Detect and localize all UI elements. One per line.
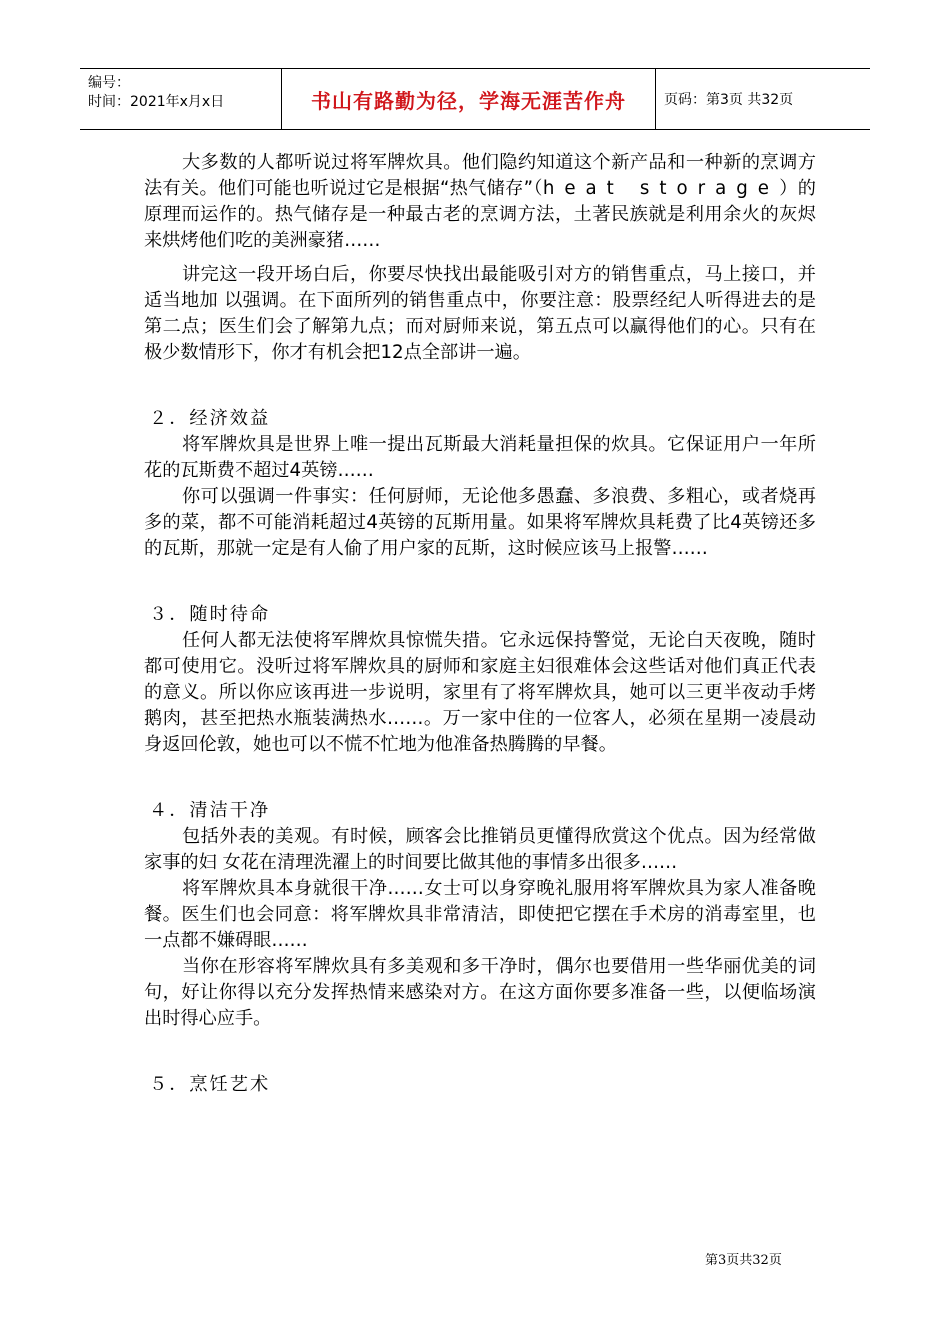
paragraph-economy-2: 你可以强调一件事实：任何厨师，无论他多愚蠢、多浪费、多粗心，或者烧再多的菜，都不可能消耗超过4英镑的瓦斯用量。如果将军牌炊具耗费了比4英镑还多的瓦斯，那就一定是有人偷了用户家的瓦斯，这时候应该马上报警…… <box>144 486 816 559</box>
intro-text-b: ）的原理而运作的。热气储存是一种最古老的烹调方法，土著民族就是利用余火的灰烬来烘烤他们吃的美洲豪猪…… <box>144 178 816 251</box>
doc-number-label: 编号： <box>88 75 130 91</box>
header-motto: 书山有路勤为径，学海无涯苦作舟 <box>282 69 656 129</box>
page-footer: 第3页共32页 <box>705 1253 782 1268</box>
paragraph-intro <box>144 150 816 254</box>
date-label: 时间：2021年x月x日 <box>88 94 225 110</box>
page-header <box>80 68 870 130</box>
section-heading-5: ５．烹饪艺术 <box>149 1074 271 1095</box>
paragraph-standby: 任何人都无法使将军牌炊具惊慌失措。它永远保持警觉，无论白天夜晚，随时都可使用它。没听过将军牌炊具的厨师和家庭主妇很难体会这些话对他们真正代表的意义。所以你应该再进一步说明，家里有了将军牌炊具，她可以三更半夜动手烤鹅肉，甚至把热水瓶装满热水……。万一家中住的一位客人，必须在星期一凌晨动身返回伦敦，她也可以不慌不忙地为他准备热腾腾的早餐。 <box>144 630 816 755</box>
document-body <box>144 150 816 1098</box>
header-meta <box>80 69 282 129</box>
section-heading-3: ３．随时待命 <box>149 604 271 625</box>
section-heading-4: ４．清洁干净 <box>149 800 271 821</box>
intro-text-a: 大多数的人都听说过将军牌炊具。他们隐约知道这个新产品和一种新的烹调方法有关。他们可能也听说过它是根据“热气储存”（ <box>144 152 816 199</box>
paragraph-clean-2: 将军牌炊具本身就很干净……女士可以身穿晚礼服用将军牌炊具为家人准备晚餐。医生们也会同意：将军牌炊具非常清洁，即使把它摆在手术房的消毒室里，也一点都不嫌碍眼…… <box>144 878 816 951</box>
paragraph-clean-1: 包括外表的美观。有时候，顾客会比推销员更懂得欣赏这个优点。因为经常做家事的妇 女花在清理洗濯上的时间要比做其他的事情多出很多…… <box>144 826 816 873</box>
paragraph-transition: 讲完这一段开场白后，你要尽快找出最能吸引对方的销售重点，马上接口，并适当地加 以强调。在下面所列的销售重点中，你要注意：股票经纪人听得进去的是第二点；医生们会了解第九点；而对厨师来说，第五点可以赢得他们的心。只有在极少数情形下，你才有机会把12点全部讲一遍。 <box>144 264 816 363</box>
paragraph-economy-1: 将军牌炊具是世界上唯一提出瓦斯最大消耗量担保的炊具。它保证用户一年所花的瓦斯费不超过4英镑…… <box>144 434 816 481</box>
section-heading-2: ２．经济效益 <box>149 408 271 429</box>
intro-english-term: heat storage <box>542 178 779 199</box>
paragraph-clean-3: 当你在形容将军牌炊具有多美观和多干净时，偶尔也要借用一些华丽优美的词句，好让你得以充分发挥热情来感染对方。在这方面你要多准备一些，以便临场演出时得心应手。 <box>144 956 816 1029</box>
header-page-number: 页码：第3页 共32页 <box>664 92 794 108</box>
